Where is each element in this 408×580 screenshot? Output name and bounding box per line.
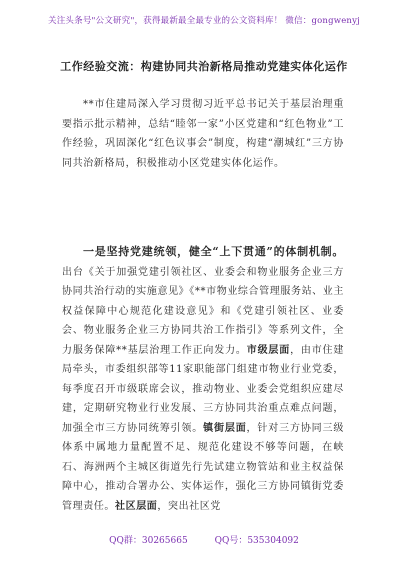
section-1-text-2: ，由市住建局牵头，市委组织部等11家职能部门组建市物业行业党委，每季度召开市级联席会议，推动物业、业委会党组织应建尽建，定期研究物业行业发展、三方协同共治重点难点问题，加强全市三方协同统筹引领。 — [62, 344, 344, 434]
footer-qq-group: QQ群：30265665 — [109, 536, 188, 546]
footer-qq-number: QQ号：535304092 — [214, 536, 299, 546]
section-1-label-community: 社区层面 — [115, 500, 158, 512]
document-title: 工作经验交流：构建协同共治新格局推动党建实体化运作 — [60, 60, 348, 73]
section-1-text-4: ，突出社区党 — [157, 500, 222, 512]
footer-contact — [0, 533, 408, 546]
intro-paragraph: **市住建局深入学习贯彻习近平总书记关于基层治理重要指示批示精神，总结“睦邻一家”小区党建和“红色物业”工作经验，巩固深化“红色议事会”制度，构建“潮城红”三方协同共治新格局，积极推动小区党建实体化运作。 — [62, 99, 344, 169]
section-1-paragraph — [62, 242, 344, 516]
section-1-label-town: 镇街层面 — [203, 422, 247, 434]
section-1-text-3: ，针对三方协同三级体系中属地力量配置不足、规范化建设不够等问题，在峡石、海洲两个主城区街道先行先试建立物管站和业主权益保障中心，推动合署办公、实体运作，强化三方协同镇街党委管理责任。 — [62, 422, 344, 512]
section-1-heading: 一是坚持党建统领，健全“上下贯通”的体制机制。 — [83, 245, 344, 258]
header-banner: 关注头条号"公文研究"，获得最新最全最专业的公文资料库！ 微信：gongwenyj — [48, 16, 360, 26]
section-1-label-city: 市级层面 — [246, 344, 291, 356]
section-1-text-1: 出台《关于加强党建引领社区、业委会和物业服务企业三方协同共治行动的实施意见》《**市物业综合管理服务站、业主权益保障中心规范化建设意见》和《党建引领社区、业委会、物业服务企业三方协同共治工作指引》等系列文件，全力服务保障**基层治理工作正向发力。 — [62, 266, 344, 356]
